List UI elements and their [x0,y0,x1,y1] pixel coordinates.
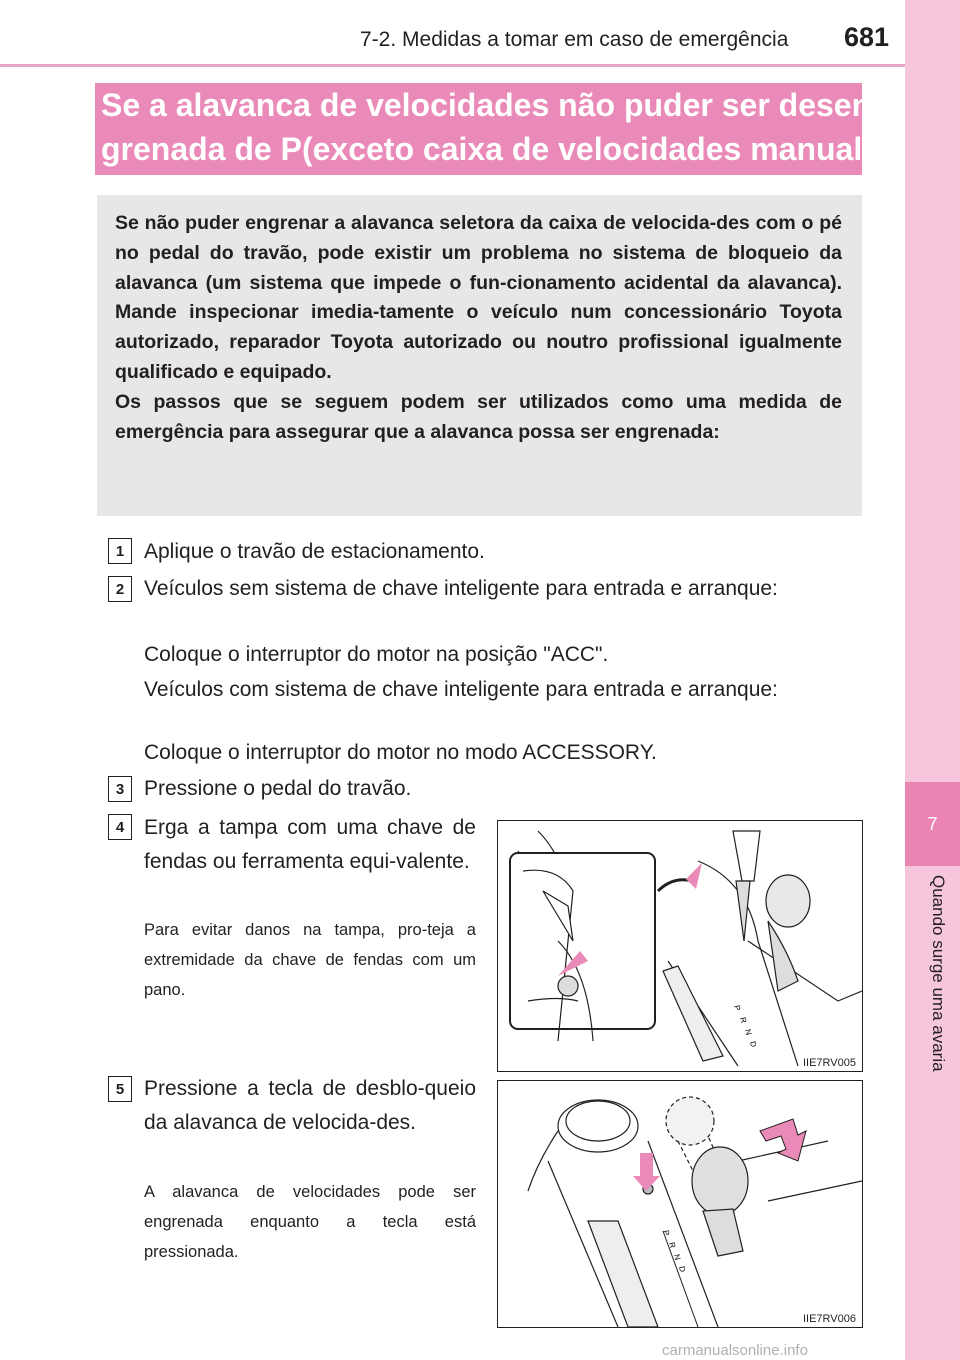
watermark: carmanualsonline.info [662,1342,808,1359]
gear-label: P [661,1229,672,1237]
chapter-side-tab [905,0,960,1360]
shift-lock-illustration [498,1081,862,1327]
page-number: 681 [844,22,890,52]
chapter-number: 7 [905,782,960,866]
intro-box [97,195,862,516]
step-number: 3 [108,776,132,802]
title-line-2: grenada de P(exceto caixa de velocidades manual) [101,131,873,167]
gear-lever-illustration [498,821,862,1071]
gear-label: N [743,1028,754,1037]
step-text: Erga a tampa com uma chave de fendas ou ferramenta equi-valente. [144,816,476,873]
gear-label: N [672,1253,683,1262]
step-number: 4 [108,814,132,840]
gear-label: D [748,1040,759,1049]
arrow-icon [633,1153,660,1191]
arrow-icon [686,863,702,889]
title-line-1: Se a alavanca de velocidades não puder ser desen- [101,87,882,123]
step-text: Aplique o travão de estacionamento. [144,540,485,563]
gear-label: R [667,1241,678,1250]
step-number: 2 [108,576,132,602]
step-text: Coloque o interruptor do motor no modo ACCESSORY. [144,741,657,764]
section-title: 7-2. Medidas a tomar em caso de emergência [360,28,789,51]
chapter-title: Quando surge uma avaria [929,875,948,1072]
step-note: Para evitar danos na tampa, pro-teja a extremidade da chave de fendas com um pano. [144,921,476,999]
step-number: 1 [108,538,132,564]
step-number: 5 [108,1076,132,1102]
header-rule [0,64,905,67]
figure-caption: IIE7RV005 [802,1057,856,1069]
step-text: Coloque o interruptor do motor na posição "ACC". [144,643,609,666]
title-banner [95,83,882,175]
step-note: A alavanca de velocidades pode ser engrenada enquanto a tecla está pressionada. [144,1183,476,1261]
step-text: Pressione o pedal do travão. [144,777,412,800]
step-text: Veículos sem sistema de chave inteligente para entrada e arranque: [144,577,778,600]
intro-paragraph-2: Os passos que se seguem podem ser utilizados como uma medida de emergência para assegurar que a alavanca possa ser engrenada: [115,390,842,443]
gear-label: D [677,1265,688,1274]
figure-remove-cover [497,820,863,1072]
figure-shift-lock-release [497,1080,863,1328]
figure-caption: IIE7RV006 [802,1313,856,1325]
intro-paragraph-1: Se não puder engrenar a alavanca seletora da caixa de velocida-des com o pé no pedal do travão, pode existir um problema no sistema de bloqueio da alavanca (um sistema que impede o fun-cionamento acidental da alavanca). Mande inspecionar imedia-tamente o veículo num concessionário Toyota autorizado, reparador Toyota autorizado ou noutro profissional igualmente qualificado e equipado. [115,212,842,383]
gear-label: P [732,1004,743,1012]
step-text: Veículos com sistema de chave inteligente para entrada e arranque: [144,678,778,701]
step-text: Pressione a tecla de desblo-queio da alavanca de velocida-des. [144,1077,476,1134]
gear-label: R [738,1016,749,1025]
